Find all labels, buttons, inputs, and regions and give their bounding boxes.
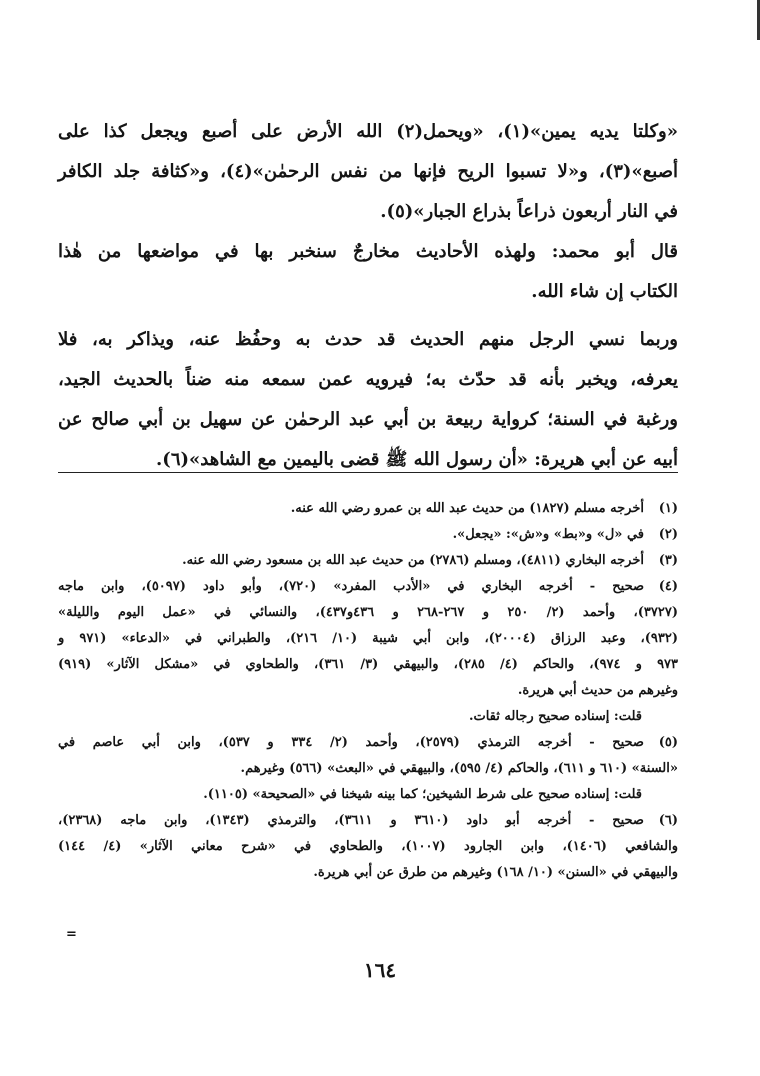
footnote-line: والشافعي (١٤٠٦)، وابن الجارود (١٠٠٧)، والطحاوي في «شرح معاني الآثار» (٤/ ١٤٤) xyxy=(58,839,678,854)
footnote-line: (٩٣٢)، وعبد الرزاق (٢٠٠٠٤)، وابن أبي شيبة (١٠/ ٢١٦)، والطبراني في «الدعاء» (٩٧١ و xyxy=(58,631,679,646)
footnote-3 xyxy=(58,548,678,574)
footnote-line: «السنة» (٦١٠ و ٦١١)، والحاكم (٤/ ٥٩٥)، والبيهقي في «البعث» (٥٦٦) وغيرهم. xyxy=(240,761,678,776)
footnote-5 xyxy=(58,730,678,756)
footnote-text: صحيح - أخرجه أبو داود (٣٦١٠ و ٣٦١١)، والترمذي (١٣٤٣)، وابن ماجه (٢٣٦٨)، xyxy=(58,813,644,828)
footnote-line: (٣٧٢٧)، وأحمد (٢/ ٢٥٠ و ٢٦٧-٢٦٨ و ٤٣٦و٤٣٧)، والنسائي في «عمل اليوم والليلة» xyxy=(58,605,678,620)
footnote-number: (٥) xyxy=(658,735,678,750)
footnote-number: (٣) xyxy=(658,553,678,568)
footnote-text: في «ل» و«بط» و«ش»: «يجعل». xyxy=(452,527,644,542)
text-line: «وكلتا يديه يمين»(١)، «ويحمل(٢) الله الأرض على أصبع ويجعل كذا على xyxy=(58,121,678,142)
footnote-line: ٩٧٣ و ٩٧٤)، والحاكم (٤/ ٢٨٥)، والبيهقي (٣/ ٣٦١)، والطحاوي في «مشكل الآثار» (٩١٩) xyxy=(58,657,679,672)
footnote-note: قلت: إسناده صحيح رجاله ثقات. xyxy=(468,709,642,724)
text-line: في النار أربعون ذراعاً بذراع الجبار»(٥). xyxy=(380,201,678,222)
footnote-number: (٢) xyxy=(658,527,678,542)
footnote-number: (٤) xyxy=(658,579,678,594)
paragraph-3 xyxy=(58,320,678,480)
footnote-note: قلت: إسناده صحيح على شرط الشيخين؛ كما بينه شيخنا في «الصحيحة» (١١٠٥). xyxy=(203,787,642,802)
paragraph-2 xyxy=(58,232,678,312)
footnote-1 xyxy=(58,496,678,522)
footnote-separator xyxy=(58,472,678,473)
footnote-text: أخرجه مسلم (١٨٢٧) من حديث عبد الله بن عمرو رضي الله عنه. xyxy=(290,501,644,516)
text-line: ورغبة في السنة؛ كرواية ربيعة بن أبي عبد الرحمٰن عن سهيل بن أبي صالح عن xyxy=(58,409,678,430)
text-line: قال أبو محمد: ولهذه الأحاديث مخارجٌ سنخبر بها في مواضعها من هٰذا xyxy=(58,241,678,262)
text-line: أصبع»(٣)، و«لا تسبوا الريح فإنها من نفس الرحمٰن»(٤)، و«كثافة جلد الكافر xyxy=(58,161,678,182)
paragraph-1 xyxy=(58,112,678,232)
footnote-4 xyxy=(58,574,678,600)
text-line: أبيه عن أبي هريرة: «أن رسول الله ﷺ قضى باليمين مع الشاهد»(٦). xyxy=(156,449,678,470)
continuation-mark: = xyxy=(66,927,77,942)
text-line: وربما نسي الرجل منهم الحديث قد حدث به وحفُظ عنه، ويذاكر به، فلا xyxy=(58,329,678,350)
footnotes xyxy=(58,496,678,886)
footnote-text: صحيح - أخرجه الترمذي (٢٥٧٩)، وأحمد (٢/ ٣٣٤ و ٥٣٧)، وابن أبي عاصم في xyxy=(58,735,644,750)
footnote-line: والبيهقي في «السنن» (١٠/ ١٦٨) وغيرهم من طرق عن أبي هريرة. xyxy=(313,865,678,880)
footnote-text: أخرجه البخاري (٤٨١١)، ومسلم (٢٧٨٦) من حديث عبد الله بن مسعود رضي الله عنه. xyxy=(182,553,644,568)
footnote-2 xyxy=(58,522,678,548)
page-number: ١٦٤ xyxy=(363,958,397,982)
footnote-number: (٦) xyxy=(658,813,678,828)
text-line: الكتاب إن شاء الله. xyxy=(531,281,678,302)
footnote-text: صحيح - أخرجه البخاري في «الأدب المفرد» (٧٢٠)، وأبو داود (٥٠٩٧)، وابن ماجه xyxy=(58,579,644,594)
footnote-number: (١) xyxy=(658,501,678,516)
footnote-6 xyxy=(58,808,678,834)
text-line: يعرفه، ويخبر بأنه قد حدّث به؛ فيرويه عمن سمعه منه ضناً بالحديث الجيد، xyxy=(58,369,678,390)
footnote-line: وغيرهم من حديث أبي هريرة. xyxy=(517,683,678,698)
